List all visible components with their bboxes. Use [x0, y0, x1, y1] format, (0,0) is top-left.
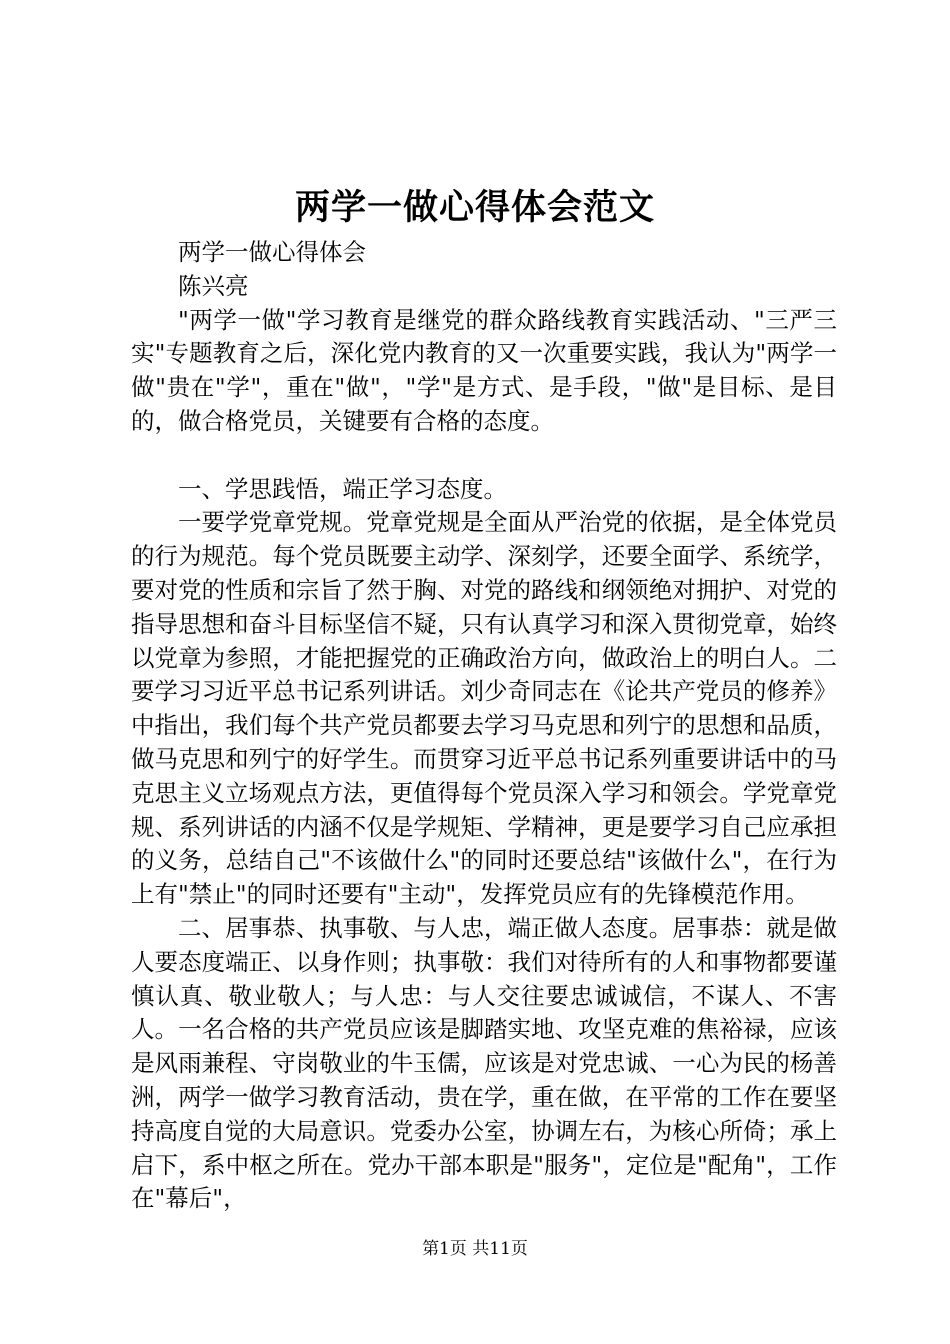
section-heading-1: 一、学思践悟，端正学习态度。 — [178, 474, 507, 503]
document-body — [131, 236, 837, 1216]
body-paragraph-2: 二、居事恭、执事敬、与人忠，端正做人态度。居事恭：就是做人要态度端正、以身作则；执事敬：我们对待所有的人和事物都要谨慎认真、敬业敬人；与人忠：与人交往要忠诚诚信，不谋人、不害人。一名合格的共产党员应该是脚踏实地、攻坚克难的焦裕禄，应该是风雨兼程、守岗敬业的牛玉儒，应该是对党忠诚、一心为民的杨善洲，两学一做学习教育活动，贵在学，重在做，在平常的工作在要坚持高度自觉的大局意识。党委办公室，协调左右，为核心所倚；承上启下，系中枢之所在。党办干部本职是"服务"，定位是"配角"，工作在"幕后"， — [131, 913, 837, 1213]
intro-paragraph: "两学一做"学习教育是继党的群众路线教育实践活动、"三严三实"专题教育之后，深化党内教育的又一次重要实践，我认为"两学一做"贵在"学"，重在"做"，"学"是方式、是手段，"做"是目标、是目的，做合格党员，关键要有合格的态度。 — [131, 305, 837, 435]
page-footer: 第1页 共11页 — [422, 1239, 528, 1259]
subtitle: 两学一做心得体会 — [178, 238, 366, 266]
body-paragraph-1: 一要学党章党规。党章党规是全面从严治党的依据，是全体党员的行为规范。每个党员既要主动学、深刻学，还要全面学、系统学，要对党的性质和宗旨了然于胸、对党的路线和纲领绝对拥护、对党的指导思想和奋斗目标坚信不疑，只有认真学习和深入贯彻党章，始终以党章为参照，才能把握党的正确政治方向，做政治上的明白人。二要学习习近平总书记系列讲话。刘少奇同志在《论共产党员的修养》中指出，我们每个共产党员都要去学习马克思和列宁的思想和品质，做马克思和列宁的好学生。而贯穿习近平总书记系列重要讲话中的马克思主义立场观点方法，更值得每个党员深入学习和领会。学党章党规、系列讲话的内涵不仅是学规矩、学精神，更是要学习自己应承担的义务，总结自己"不该做什么"的同时还要总结"该做什么"，在行为上有"禁止"的同时还要有"主动"，发挥党员应有的先锋模范作用。 — [131, 508, 837, 909]
document-title: 两学一做心得体会范文 — [294, 187, 655, 228]
author-name: 陈兴亮 — [178, 271, 249, 300]
